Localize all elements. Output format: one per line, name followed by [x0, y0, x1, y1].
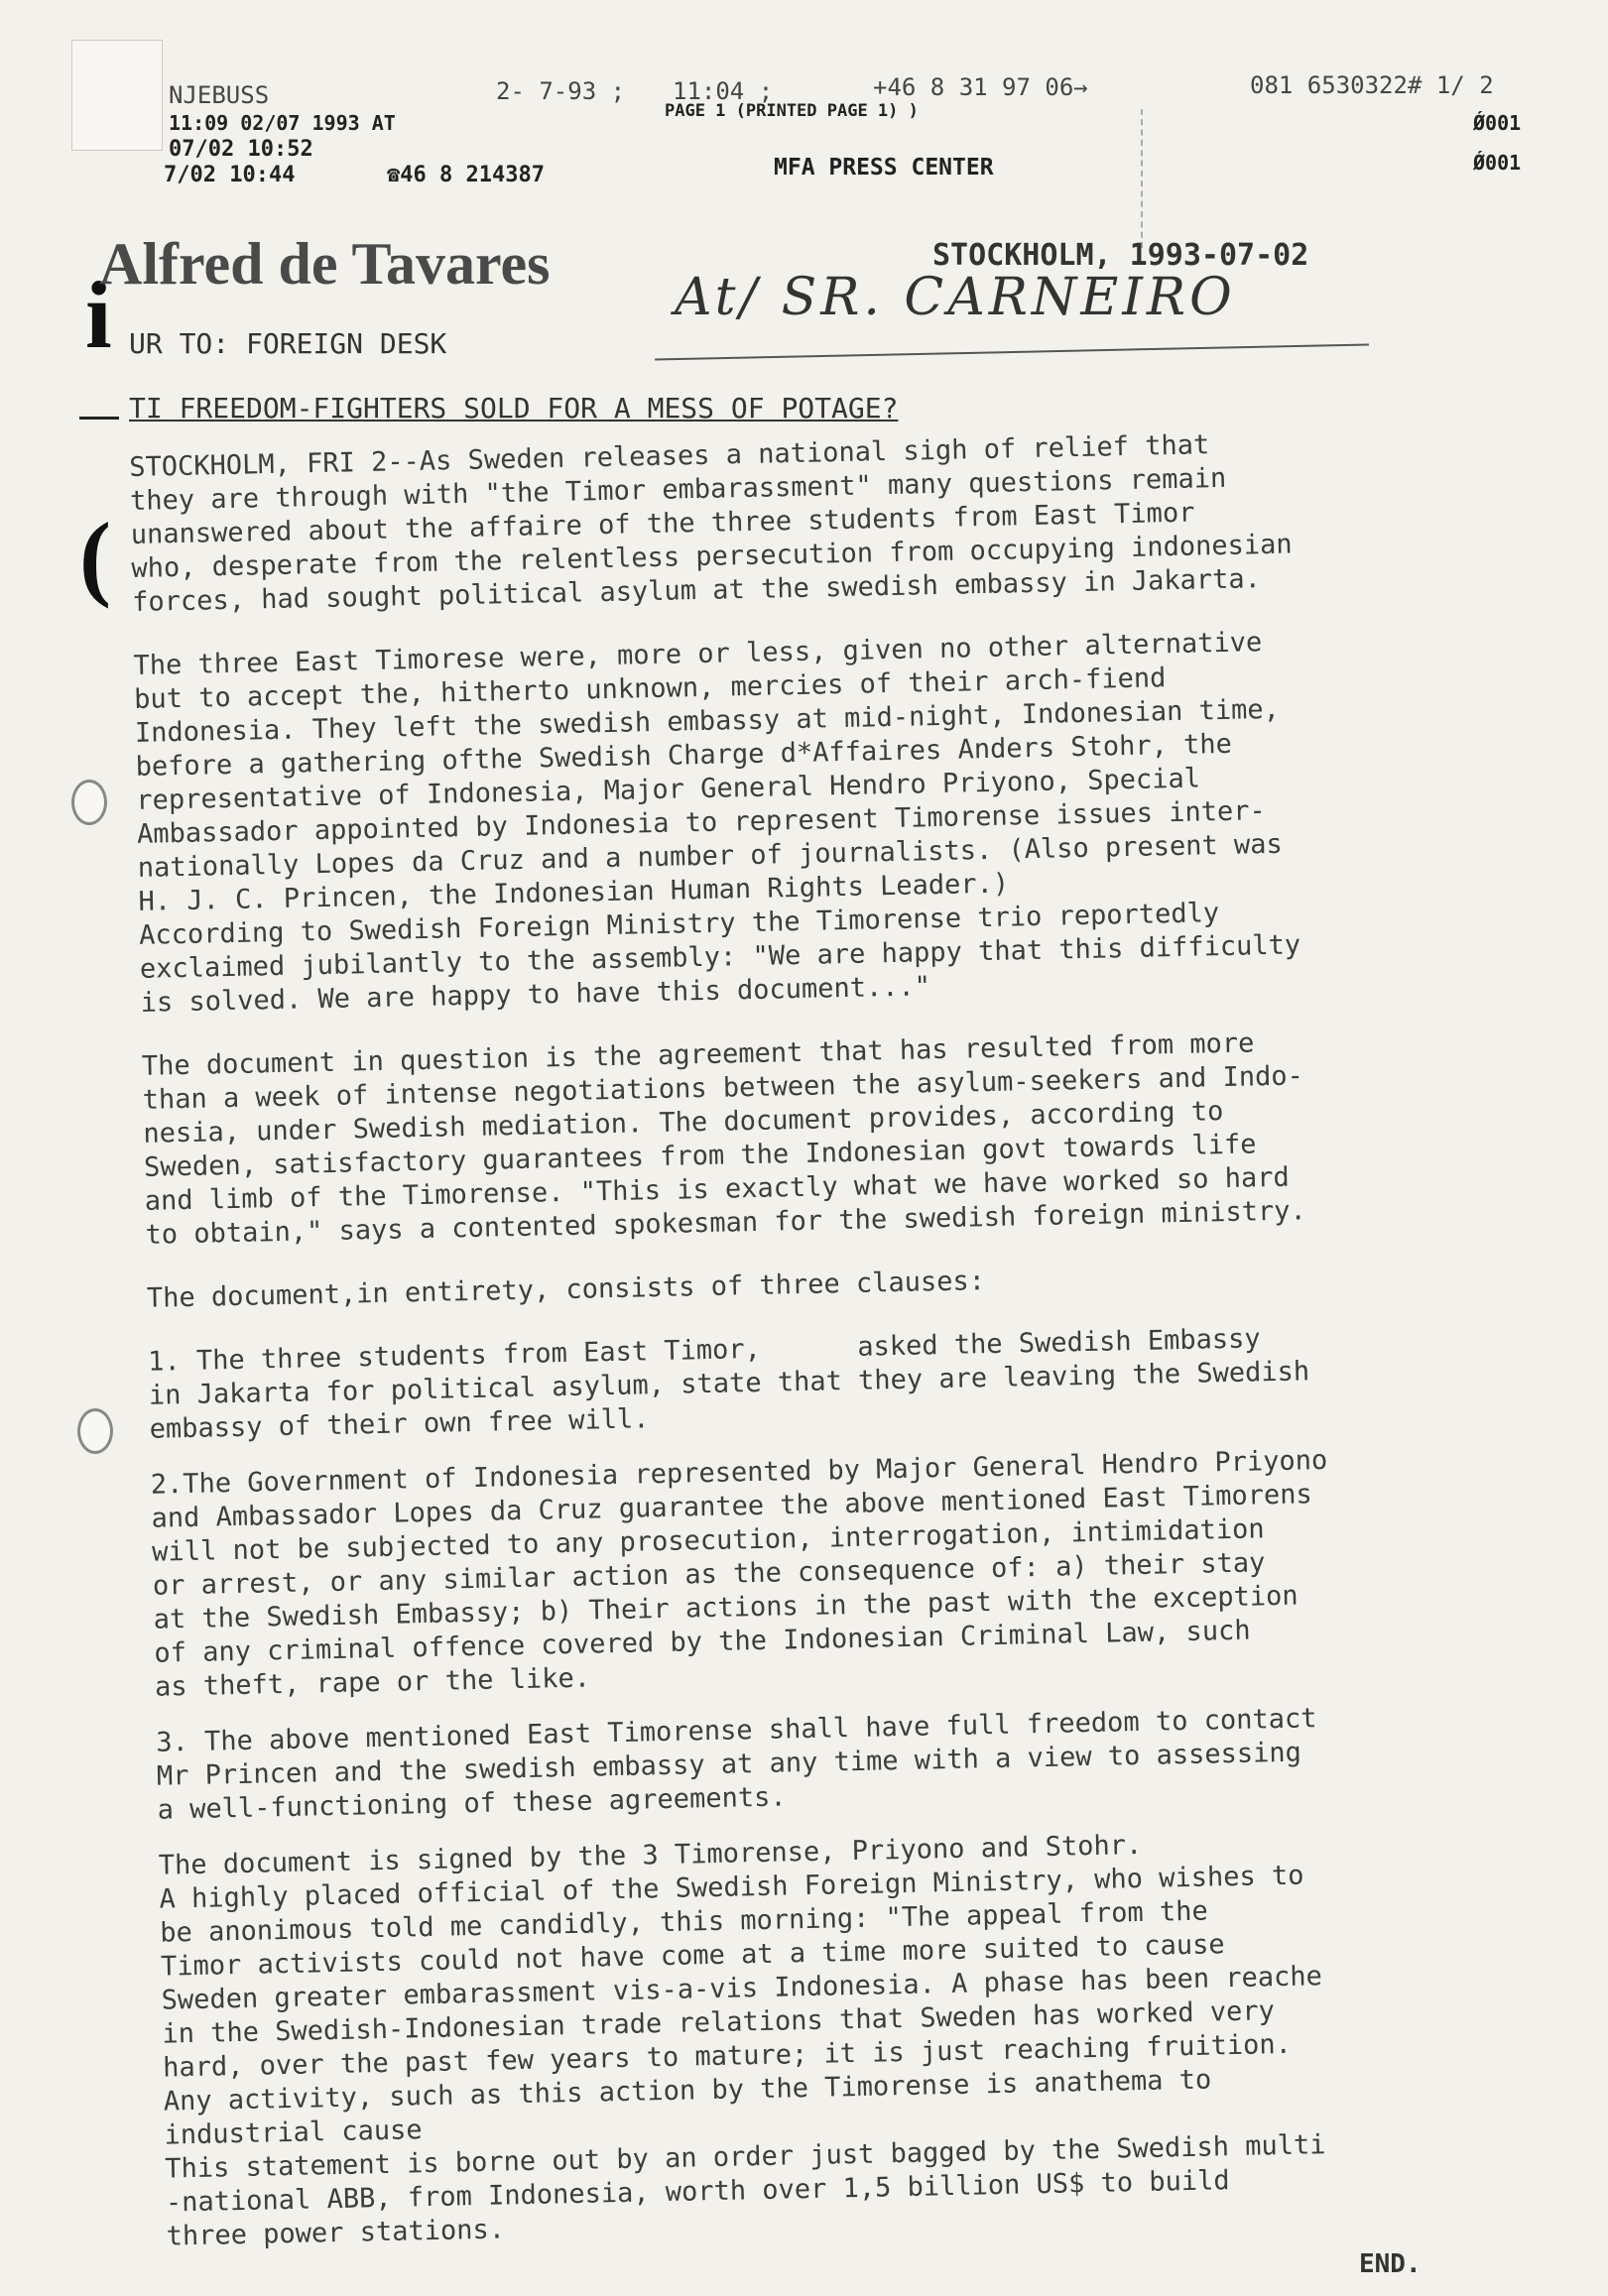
paragraph: The document is signed by the 3 Timorense, Priyono and Stohr. A highly placed official of the Swedish Foreign Ministry, who wishes to be anonimous told me candidly, this morning: "The appeal from the Timor activists could not have come at a time more suited to cause Sweden greater embarassment vis-a-vis Indonesia. A phase has been reache in the Swedish-Indonesian trade relations that Sweden has worked very hard, over the past few years to mature; it is just reaching fruition. Any activity, such as this action by the Timorense is anathema to industrial cause This statement is borne out by an order just bagged by the Swedish multi -national ABB, from Indonesia, worth over 1,5 billion US$ to build three power stations.	[158, 1829, 1326, 2252]
article-body	[129, 422, 1595, 2284]
torn-label	[71, 40, 163, 151]
fax-number: ☎46 8 214387	[387, 163, 545, 187]
letterhead-fragment: (	[79, 503, 111, 609]
handwritten-note: At/ SR. CARNEIRO	[675, 268, 1236, 327]
paragraph: The document,in entirety, consists of three clauses:	[146, 1266, 986, 1314]
clause: 3. The above mentioned East Timorense shall have full freedom to contact Mr Princen and the swedish embassy at any time with a view to assessing a well-functioning of these agreements.	[155, 1703, 1317, 1826]
press-center-label: MFA PRESS CENTER	[774, 155, 994, 181]
letterhead-dash	[79, 417, 119, 420]
handwritten-underline	[655, 343, 1369, 360]
fax-received-stamp: 11:09 02/07 1993 AT	[169, 111, 396, 135]
fax-page-code: Ǿ001	[1473, 151, 1522, 175]
fax-sender: NJEBUSS	[169, 81, 270, 109]
punch-hole	[77, 1408, 113, 1454]
fax-phone: +46 8 31 97 06→	[873, 73, 1088, 101]
fax-log-line: 7/02 10:44	[164, 163, 296, 187]
punch-hole	[71, 780, 107, 825]
clause: 2.The Government of Indonesia represented by Major General Hendro Priyono and Ambassador Lopes da Cruz guarantee the above mentioned East Timorens will not be subjected to any prosecution, interrogation, intimidation or arrest, or any similar action as the consequence of: a) their stay at the Swedish Embassy; b) Their actions in the past with the exception of any criminal offence covered by the Indonesian Criminal Law, such as theft, rape or the like.	[150, 1444, 1328, 1703]
paragraph: The three East Timorese were, more or less, given no other alternative but to accept the, hitherto unknown, mercies of their arch-fiend Indonesia. They left the swedish embassy at mid-night, Indonesian time, before a gathering ofthe Swedish Charge d*Affaires Anders Stohr, the representative of Indonesia, Major General Hendro Priyono, Special Ambassador appointed by Indonesia to represent Timorense issues inter- nationally Lopes da Cruz and a number of journalists. (Also present was H. J. C. Princen, the Indonesian Human Rights Leader.) According to Swedish Foreign Ministry the Timorense trio reportedly exclaimed jubilantly to the assembly: "We are happy that this difficulty is solved. We are happy to have this document..."	[133, 627, 1301, 1019]
fax-page-code: Ǿ001	[1473, 111, 1522, 135]
letterhead-fragment: i	[85, 262, 112, 368]
fax-page-label: PAGE 1 (PRINTED PAGE 1) )	[665, 101, 919, 121]
to-line: UR TO: FOREIGN DESK	[129, 327, 447, 360]
headline: TI FREEDOM-FIGHTERS SOLD FOR A MESS OF POTAGE?	[129, 392, 899, 424]
fax-receiver: 081 6530322# 1/ 2	[1250, 71, 1494, 99]
paragraph: STOCKHOLM, FRI 2--As Sweden releases a national sigh of relief that they are through with "the Timor embarassment" many questions remain unanswered about the affaire of the three students from East Timor who, desperate from the relentless persecution from occupying indonesian forces, had sought political asylum at the swedish embassy in Jakarta.	[129, 429, 1293, 618]
clause: 1. The three students from East Timor, asked the Swedish Embassy in Jakarta for political asylum, state that they are leaving the Swedish embassy of their own free will.	[147, 1323, 1310, 1445]
dateline: STOCKHOLM, 1993-07-02	[932, 238, 1309, 273]
end-mark: END.	[1359, 2249, 1422, 2279]
paragraph: The document in question is the agreement that has resulted from more than a week of intense negotiations between the asylum-seekers and Indo- nesia, under Swedish mediation. The document provides, according to Sweden, satisfactory guarantees from the Indonesian govt towards life and limb of the Timorense. "This is exactly what we have worked so hard to obtain," says a contented spokesman for the swedish foreign ministry.	[141, 1027, 1307, 1251]
fax-send-date: 2- 7-93 ;	[496, 77, 626, 105]
fax-log-line: 07/02 10:52	[169, 137, 313, 162]
fax-transmission-header	[159, 69, 1547, 188]
author-name: Alfred de Tavares	[99, 231, 551, 297]
fax-send-time: 11:04 ;	[673, 77, 774, 105]
